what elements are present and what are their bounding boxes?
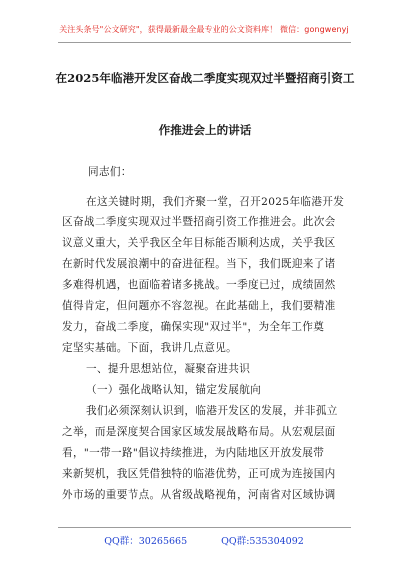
footer-divider <box>58 527 351 528</box>
body-line: 议意义重大，关乎我区全年目标能否顺利达成，关乎我区 <box>62 237 336 249</box>
document-title-line-1: 在2025年临港开发区奋战二季度实现双过半暨招商引资工 <box>55 71 355 85</box>
section-heading: 一、提升思想站位，凝聚奋进共识 <box>86 363 251 375</box>
body-line: 外市场的重要节点。从省级战略视角，河南省对区域协调 <box>62 489 336 501</box>
body-line: 来新契机，我区凭借独特的临港优势，正可成为连接国内 <box>62 468 336 480</box>
body-line: 发力，奋战二季度，确保实现"双过半"，为全年工作奠 <box>62 321 325 333</box>
body-line: 值得肯定，但问题亦不容忽视。在此基础上，我们要精准 <box>62 300 336 312</box>
subsection-heading: （一）强化战略认知，锚定发展航向 <box>86 384 262 396</box>
body-line: 多难得机遇，也面临着诸多挑战。一季度已过，成绩固然 <box>62 279 336 291</box>
header-divider <box>58 42 351 43</box>
body-line: 看，"一带一路"倡议持续推进，为内陆地区开放发展带 <box>62 447 325 459</box>
footer-contacts <box>0 533 408 547</box>
body-line: 之举，而是深度契合国家区域发展战略布局。从宏观层面 <box>62 426 336 438</box>
body-line: 在这关键时期，我们齐聚一堂，召开2025年临港开发 <box>86 196 345 208</box>
body-line: 定坚实基础。下面，我讲几点意见。 <box>62 342 238 354</box>
document-title-line-2: 作推进会上的讲话 <box>158 123 252 137</box>
body-line: 区奋战二季度实现双过半暨招商引资工作推进会。此次会 <box>62 216 336 228</box>
salutation: 同志们： <box>88 166 132 178</box>
footer-qq-group-2: QQ群:535304092 <box>221 536 304 547</box>
header-banner: 关注头条号"公文研究"，获得最新最全最专业的公文资料库！ 微信：gongwenyj <box>59 25 349 34</box>
body-line: 我们必须深刻认识到，临港开发区的发展，并非孤立 <box>86 405 338 417</box>
footer-qq-group-1: QQ群：30265665 <box>104 536 188 547</box>
body-line: 在新时代发展浪潮中的奋进征程。当下，我们既迎来了诸 <box>62 258 336 270</box>
